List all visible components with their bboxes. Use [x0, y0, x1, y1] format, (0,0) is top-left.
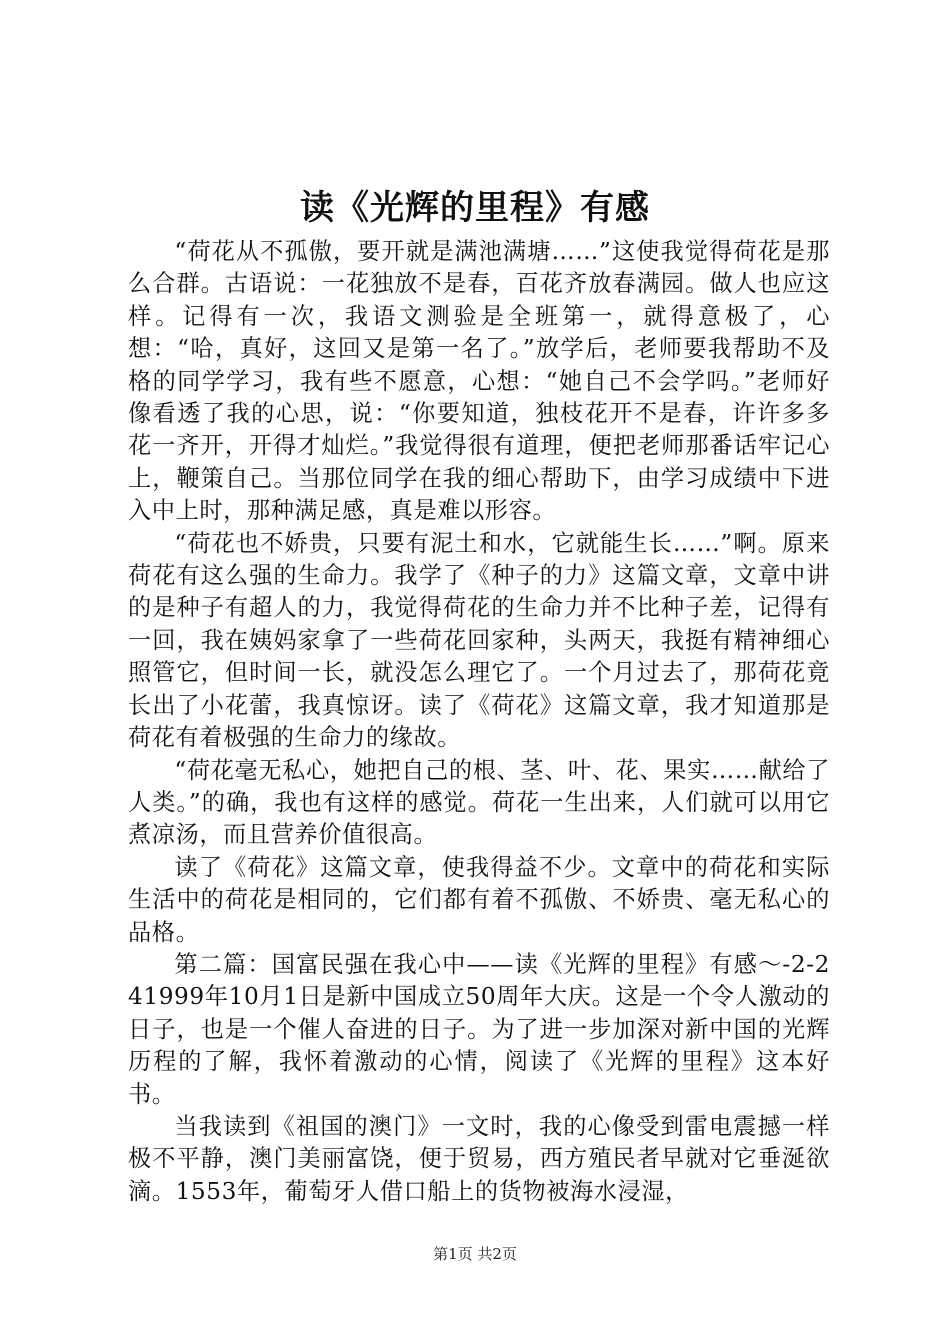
paragraph-5: 第二篇：国富民强在我心中——读《光辉的里程》有感～-2-241999年10月1日是新中国成立50周年大庆。这是一个令人激动的日子，也是一个催人奋进的日子。为了进一步加深对新中国的光辉历程的了解，我怀着激动的心情，阅读了《光辉的里程》这本好书。 [128, 950, 830, 1108]
document-title: 读《光辉的里程》有感 [300, 188, 650, 228]
paragraph-6: 当我读到《祖国的澳门》一文时，我的心像受到雷电震撼一样极不平静，澳门美丽富饶，便于贸易，西方殖民者早就对它垂涎欲滴。1553年，葡萄牙人借口船上的货物被海水浸湿， [128, 1112, 830, 1205]
paragraph-4: 读了《荷花》这篇文章，使我得益不少。文章中的荷花和实际生活中的荷花是相同的，它们都有着不孤傲、不娇贵、毫无私心的品格。 [128, 853, 830, 946]
page-number-footer: 第1页 共2页 [433, 1245, 517, 1263]
paragraph-2: “荷花也不娇贵，只要有泥土和水，它就能生长……”啊。原来荷花有这么强的生命力。我学了《种子的力》这篇文章，文章中讲的是种子有超人的力，我觉得荷花的生命力并不比种子差，记得有一回，我在姨妈家拿了一些荷花回家种，头两天，我挺有精神细心照管它，但时间一长，就没怎么理它了。一个月过去了，那荷花竟长出了小花蕾，我真惊讶。读了《荷花》这篇文章，我才知道那是荷花有着极强的生命力的缘故。 [128, 529, 830, 752]
paragraph-3: “荷花毫无私心，她把自己的根、茎、叶、花、果实……献给了人类。”的确，我也有这样的感觉。荷花一生出来，人们就可以用它煮凉汤，而且营养价值很高。 [128, 756, 830, 849]
document-body [128, 236, 830, 1208]
paragraph-1: “荷花从不孤傲，要开就是满池满塘……”这使我觉得荷花是那么合群。古语说：一花独放不是春，百花齐放春满园。做人也应这样。记得有一次，我语文测验是全班第一，就得意极了，心想：“哈，真好，这回又是第一名了。”放学后，老师要我帮助不及格的同学学习，我有些不愿意，心想：“她自己不会学吗。”老师好像看透了我的心思，说：“你要知道，独枝花开不是春，许许多多花一齐开，开得才灿烂。”我觉得很有道理，便把老师那番话牢记心上，鞭策自己。当那位同学在我的细心帮助下，由学习成绩中下进入中上时，那种满足感，真是难以形容。 [128, 238, 830, 525]
